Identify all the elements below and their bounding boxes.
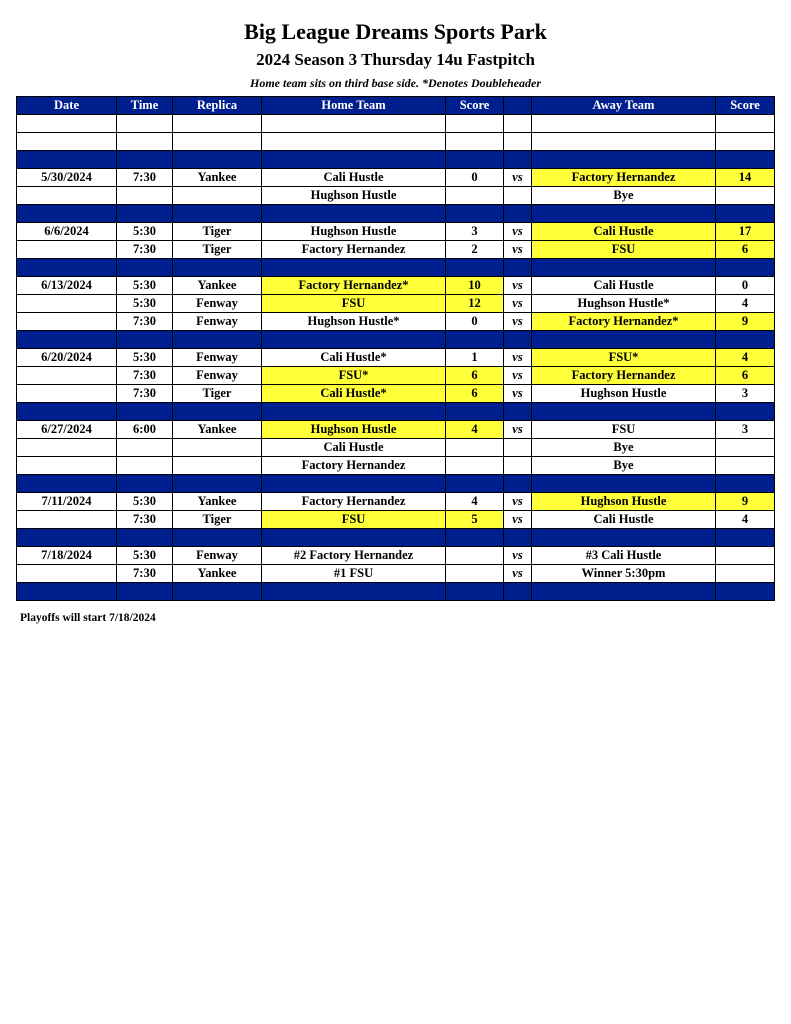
game-row (17, 511, 775, 529)
cell-vs (504, 331, 532, 349)
page-title: Big League Dreams Sports Park (244, 19, 547, 44)
cell-home-score (446, 403, 504, 421)
cell-time (117, 457, 173, 475)
cell-replica: Tiger (173, 385, 262, 403)
cell-away-score (716, 547, 775, 565)
schedule-note: Home team sits on third base side. *Denotes Doubleheader (250, 76, 541, 90)
game-row (17, 349, 775, 367)
cell-home-score: 0 (446, 313, 504, 331)
cell-home-score (446, 583, 504, 601)
cell-replica: Fenway (173, 367, 262, 385)
cell-away-score (716, 205, 775, 223)
game-row (17, 367, 775, 385)
cell-home (262, 331, 446, 349)
cell-away: Factory Hernandez (532, 169, 716, 187)
cell-date (17, 511, 117, 529)
cell-away-score: 14 (716, 169, 775, 187)
cell-home: Hughson Hustle (262, 421, 446, 439)
cell-replica (173, 187, 262, 205)
cell-home: Hughson Hustle (262, 187, 446, 205)
cell-home: FSU (262, 511, 446, 529)
separator-row (17, 583, 775, 601)
cell-home-score: 6 (446, 367, 504, 385)
playoffs-note: Playoffs will start 7/18/2024 (20, 612, 156, 624)
cell-away-score (716, 151, 775, 169)
cell-vs (504, 151, 532, 169)
game-row (17, 565, 775, 583)
game-row (17, 313, 775, 331)
cell-time: 7:30 (117, 565, 173, 583)
cell-date (17, 295, 117, 313)
cell-time (117, 529, 173, 547)
cell-time (117, 331, 173, 349)
game-row (17, 169, 775, 187)
cell-vs: vs (504, 493, 532, 511)
cell-home-score (446, 331, 504, 349)
cell-time: 7:30 (117, 313, 173, 331)
cell-replica (173, 133, 262, 151)
cell-time: 5:30 (117, 277, 173, 295)
cell-date (17, 331, 117, 349)
cell-away-score (716, 187, 775, 205)
cell-time: 5:30 (117, 547, 173, 565)
cell-time (117, 115, 173, 133)
cell-away: Cali Hustle (532, 511, 716, 529)
cell-date: 6/6/2024 (17, 223, 117, 241)
cell-vs: vs (504, 169, 532, 187)
cell-away-score: 0 (716, 277, 775, 295)
cell-time: 5:30 (117, 223, 173, 241)
cell-time: 5:30 (117, 295, 173, 313)
cell-time: 5:30 (117, 349, 173, 367)
cell-replica (173, 439, 262, 457)
separator-row (17, 529, 775, 547)
cell-date (17, 529, 117, 547)
cell-replica (173, 457, 262, 475)
cell-date (17, 133, 117, 151)
cell-away: Factory Hernandez (532, 367, 716, 385)
cell-home (262, 205, 446, 223)
cell-vs (504, 187, 532, 205)
separator-row (17, 259, 775, 277)
cell-away: FSU (532, 421, 716, 439)
cell-vs (504, 403, 532, 421)
cell-away-score (716, 403, 775, 421)
cell-away-score: 3 (716, 421, 775, 439)
cell-away: FSU* (532, 349, 716, 367)
cell-date (17, 187, 117, 205)
cell-away: Bye (532, 439, 716, 457)
cell-home: FSU (262, 295, 446, 313)
cell-home: Cali Hustle (262, 169, 446, 187)
schedule-table (16, 96, 775, 601)
cell-away (532, 151, 716, 169)
cell-time: 7:30 (117, 385, 173, 403)
cell-time: 7:30 (117, 367, 173, 385)
cell-date (17, 565, 117, 583)
cell-away-score (716, 259, 775, 277)
cell-away-score (716, 331, 775, 349)
game-row (17, 187, 775, 205)
cell-home (262, 133, 446, 151)
cell-time (117, 133, 173, 151)
cell-vs (504, 439, 532, 457)
blank-row (17, 115, 775, 133)
cell-vs: vs (504, 421, 532, 439)
game-row (17, 493, 775, 511)
cell-home-score (446, 475, 504, 493)
cell-away-score (716, 475, 775, 493)
cell-vs (504, 529, 532, 547)
cell-vs: vs (504, 511, 532, 529)
cell-away: Cali Hustle (532, 223, 716, 241)
cell-replica: Tiger (173, 241, 262, 259)
cell-away-score: 9 (716, 493, 775, 511)
cell-home-score (446, 115, 504, 133)
cell-replica: Fenway (173, 313, 262, 331)
cell-home-score: 12 (446, 295, 504, 313)
cell-away-score: 9 (716, 313, 775, 331)
cell-home: Factory Hernandez (262, 241, 446, 259)
cell-away: Cali Hustle (532, 277, 716, 295)
cell-home-score: 4 (446, 493, 504, 511)
cell-date (17, 115, 117, 133)
cell-replica: Yankee (173, 277, 262, 295)
cell-home: Factory Hernandez* (262, 277, 446, 295)
cell-date: 5/30/2024 (17, 169, 117, 187)
cell-time: 7:30 (117, 241, 173, 259)
cell-home: Hughson Hustle (262, 223, 446, 241)
cell-date: 6/27/2024 (17, 421, 117, 439)
cell-away-score (716, 115, 775, 133)
cell-date: 7/11/2024 (17, 493, 117, 511)
cell-vs: vs (504, 349, 532, 367)
cell-vs (504, 115, 532, 133)
cell-home: Cali Hustle* (262, 385, 446, 403)
cell-away (532, 259, 716, 277)
cell-away: FSU (532, 241, 716, 259)
cell-home-score (446, 565, 504, 583)
cell-home-score (446, 439, 504, 457)
cell-away: Factory Hernandez* (532, 313, 716, 331)
cell-away-score (716, 457, 775, 475)
cell-home (262, 403, 446, 421)
cell-date: 6/13/2024 (17, 277, 117, 295)
cell-home-score (446, 547, 504, 565)
cell-home-score (446, 133, 504, 151)
cell-home (262, 151, 446, 169)
cell-time (117, 187, 173, 205)
cell-time (117, 583, 173, 601)
cell-vs: vs (504, 565, 532, 583)
cell-home-score (446, 187, 504, 205)
cell-time: 5:30 (117, 493, 173, 511)
cell-home: Cali Hustle* (262, 349, 446, 367)
game-row (17, 295, 775, 313)
game-row (17, 277, 775, 295)
cell-vs: vs (504, 241, 532, 259)
cell-date (17, 439, 117, 457)
cell-replica (173, 331, 262, 349)
cell-away-score: 4 (716, 511, 775, 529)
cell-home: Factory Hernandez (262, 493, 446, 511)
cell-away (532, 529, 716, 547)
cell-away: Bye (532, 457, 716, 475)
cell-away-score (716, 583, 775, 601)
cell-replica (173, 529, 262, 547)
separator-row (17, 151, 775, 169)
col-header-replica: Replica (173, 97, 262, 115)
cell-date (17, 205, 117, 223)
cell-date (17, 259, 117, 277)
cell-replica (173, 205, 262, 223)
game-row (17, 439, 775, 457)
cell-away-score (716, 565, 775, 583)
cell-vs (504, 259, 532, 277)
cell-vs (504, 583, 532, 601)
cell-home-score (446, 205, 504, 223)
cell-home-score: 6 (446, 385, 504, 403)
cell-home-score: 1 (446, 349, 504, 367)
cell-replica: Fenway (173, 349, 262, 367)
cell-vs (504, 133, 532, 151)
cell-replica: Yankee (173, 565, 262, 583)
cell-time (117, 151, 173, 169)
cell-replica (173, 583, 262, 601)
cell-home-score (446, 457, 504, 475)
cell-time (117, 403, 173, 421)
cell-time: 7:30 (117, 169, 173, 187)
cell-date: 6/20/2024 (17, 349, 117, 367)
col-header-time: Time (117, 97, 173, 115)
cell-home-score: 3 (446, 223, 504, 241)
cell-replica (173, 475, 262, 493)
cell-home: Factory Hernandez (262, 457, 446, 475)
cell-date (17, 241, 117, 259)
cell-home-score: 2 (446, 241, 504, 259)
header-row (17, 97, 775, 115)
cell-home: Hughson Hustle* (262, 313, 446, 331)
blank-row (17, 133, 775, 151)
cell-date (17, 457, 117, 475)
cell-home (262, 475, 446, 493)
cell-away (532, 205, 716, 223)
cell-vs (504, 475, 532, 493)
cell-away-score: 17 (716, 223, 775, 241)
cell-vs: vs (504, 385, 532, 403)
game-row (17, 223, 775, 241)
game-row (17, 241, 775, 259)
cell-away-score: 3 (716, 385, 775, 403)
cell-away-score: 4 (716, 349, 775, 367)
cell-away: Winner 5:30pm (532, 565, 716, 583)
cell-time (117, 475, 173, 493)
cell-date (17, 385, 117, 403)
cell-replica: Yankee (173, 493, 262, 511)
cell-away (532, 331, 716, 349)
cell-away (532, 133, 716, 151)
cell-home-score (446, 529, 504, 547)
cell-vs: vs (504, 313, 532, 331)
cell-home: FSU* (262, 367, 446, 385)
cell-replica (173, 259, 262, 277)
cell-home-score: 0 (446, 169, 504, 187)
cell-time (117, 439, 173, 457)
cell-away (532, 475, 716, 493)
separator-row (17, 205, 775, 223)
cell-vs: vs (504, 223, 532, 241)
col-header-away-score: Score (716, 97, 775, 115)
cell-replica: Yankee (173, 421, 262, 439)
cell-date (17, 583, 117, 601)
cell-away: Hughson Hustle (532, 385, 716, 403)
cell-replica (173, 403, 262, 421)
cell-away-score: 4 (716, 295, 775, 313)
schedule-body (17, 115, 775, 601)
cell-away: Hughson Hustle* (532, 295, 716, 313)
cell-away-score: 6 (716, 367, 775, 385)
separator-row (17, 331, 775, 349)
col-header-date: Date (17, 97, 117, 115)
col-header-vs (504, 97, 532, 115)
cell-replica: Fenway (173, 547, 262, 565)
cell-home-score: 10 (446, 277, 504, 295)
separator-row (17, 403, 775, 421)
cell-home (262, 529, 446, 547)
cell-time (117, 205, 173, 223)
cell-vs (504, 457, 532, 475)
cell-away (532, 583, 716, 601)
cell-away (532, 115, 716, 133)
cell-home-score (446, 151, 504, 169)
cell-replica: Fenway (173, 295, 262, 313)
cell-replica: Yankee (173, 169, 262, 187)
cell-vs: vs (504, 295, 532, 313)
cell-home (262, 115, 446, 133)
cell-away-score (716, 529, 775, 547)
cell-away: #3 Cali Hustle (532, 547, 716, 565)
cell-home-score (446, 259, 504, 277)
cell-time: 6:00 (117, 421, 173, 439)
col-header-home-score: Score (446, 97, 504, 115)
cell-vs (504, 205, 532, 223)
cell-replica (173, 115, 262, 133)
cell-home (262, 259, 446, 277)
cell-replica: Tiger (173, 511, 262, 529)
cell-date (17, 403, 117, 421)
cell-replica (173, 151, 262, 169)
game-row (17, 457, 775, 475)
game-row (17, 385, 775, 403)
season-subtitle: 2024 Season 3 Thursday 14u Fastpitch (256, 50, 535, 69)
cell-time: 7:30 (117, 511, 173, 529)
cell-vs: vs (504, 547, 532, 565)
game-row (17, 547, 775, 565)
cell-away (532, 403, 716, 421)
col-header-home-team: Home Team (262, 97, 446, 115)
cell-vs: vs (504, 277, 532, 295)
cell-time (117, 259, 173, 277)
cell-vs: vs (504, 367, 532, 385)
cell-date (17, 151, 117, 169)
cell-home (262, 583, 446, 601)
cell-away-score (716, 439, 775, 457)
cell-away-score (716, 133, 775, 151)
cell-home-score: 4 (446, 421, 504, 439)
separator-row (17, 475, 775, 493)
cell-home: Cali Hustle (262, 439, 446, 457)
col-header-away-team: Away Team (532, 97, 716, 115)
cell-date (17, 367, 117, 385)
cell-away-score: 6 (716, 241, 775, 259)
cell-away: Bye (532, 187, 716, 205)
cell-date (17, 313, 117, 331)
cell-replica: Tiger (173, 223, 262, 241)
game-row (17, 421, 775, 439)
cell-home: #1 FSU (262, 565, 446, 583)
cell-home: #2 Factory Hernandez (262, 547, 446, 565)
cell-home-score: 5 (446, 511, 504, 529)
cell-date (17, 475, 117, 493)
cell-date: 7/18/2024 (17, 547, 117, 565)
cell-away: Hughson Hustle (532, 493, 716, 511)
